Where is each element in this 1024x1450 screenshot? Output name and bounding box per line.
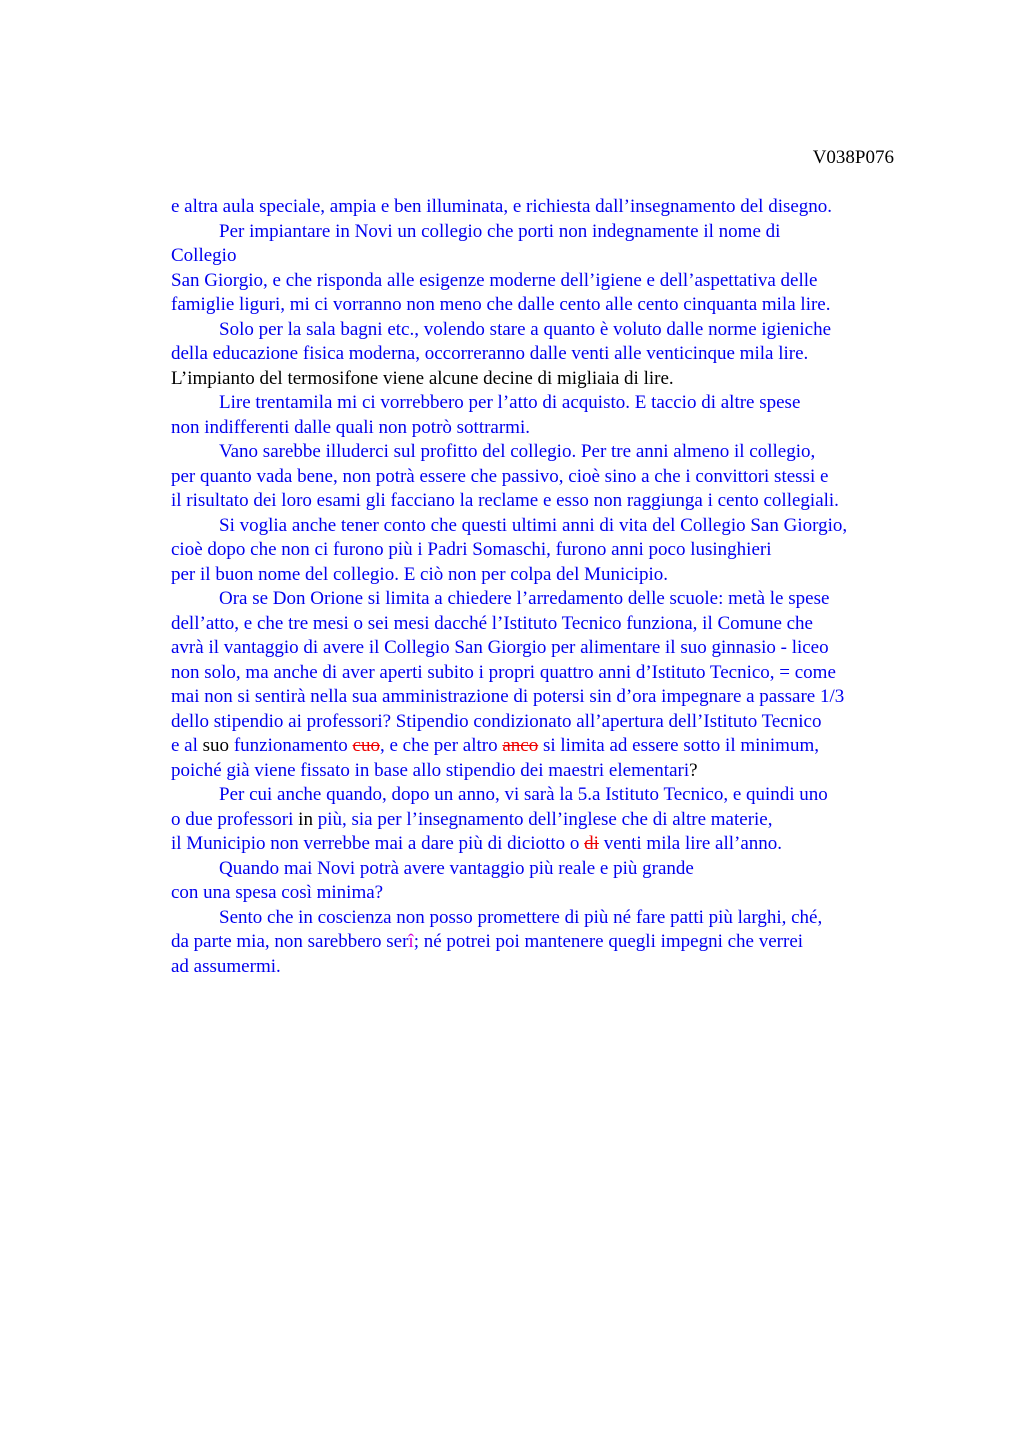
plain-word: ? xyxy=(689,759,698,781)
text-line: mai non si sentirà nella sua amministrazione di potersi sin d’ora impegnare a passare 1/3 xyxy=(171,686,845,707)
deleted-word: di xyxy=(584,833,599,854)
text-line: della educazione fisica moderna, occorreranno dalle venti alle venticinque mila lire. xyxy=(171,343,809,364)
text-line: cioè dopo che non ci furono più i Padri Somaschi, furono anni poco lusinghieri xyxy=(171,539,772,560)
text-span: si limita ad essere sotto il minimum, xyxy=(538,735,819,756)
text-span: , e che per altro xyxy=(379,735,503,756)
text-line: ad assumermi. xyxy=(171,955,281,977)
text-line: Vano sarebbe illuderci sul profitto del collegio. Per tre anni almeno il collegio, xyxy=(219,441,816,462)
text-line: avrà il vantaggio di avere il Collegio San Giorgio per alimentare il suo ginnasio - liceo xyxy=(171,637,829,658)
text-line: per quanto vada bene, non potrà essere che passivo, cioè sino a che i convittori stessi e xyxy=(171,465,829,487)
text-span: o due professori xyxy=(171,808,299,830)
text-span: poiché già viene fissato in base allo stipendio dei maestri elementari xyxy=(171,759,690,781)
text-line xyxy=(171,808,931,833)
text-line: Solo per la sala bagni etc., volendo stare a quanto è voluto dalle norme igieniche xyxy=(219,318,832,340)
text-line xyxy=(171,832,931,857)
text-line: famiglie liguri, mi ci vorranno non meno che dalle cento alle cento cinquanta mila lire. xyxy=(171,294,831,315)
text-line: San Giorgio, e che risponda alle esigenze moderne dell’igiene e dell’aspettativa delle xyxy=(171,269,818,291)
text-line: non indifferenti dalle quali non potrò sottrarmi. xyxy=(171,416,530,438)
text-line: con una spesa così minima? xyxy=(171,882,384,903)
text-line: per il buon nome del collegio. E ciò non per colpa del Municipio. xyxy=(171,563,669,585)
document-body xyxy=(171,195,931,979)
corrected-char: î xyxy=(408,931,414,952)
text-span: funzionamento xyxy=(229,735,353,756)
text-line: Lire trentamila mi ci vorrebbero per l’atto di acquisto. E taccio di altre spese xyxy=(219,392,801,413)
text-line: Per impiantare in Novi un collegio che porti non indegnamente il nome di xyxy=(219,220,781,242)
text-line xyxy=(171,930,931,955)
plain-word: suo xyxy=(202,735,230,756)
text-line: Per cui anche quando, dopo un anno, vi sarà la 5.a Istituto Tecnico, e quindi uno xyxy=(219,784,828,805)
deleted-word: cuo xyxy=(352,735,380,756)
text-span: ; né potrei poi mantenere quegli impegni che verrei xyxy=(413,931,804,952)
text-line xyxy=(171,759,931,784)
text-span: venti mila lire all’anno. xyxy=(598,833,783,854)
text-span: più, sia per l’insegnamento dell’inglese che di altre materie, xyxy=(312,808,773,830)
text-line: Si voglia anche tener conto che questi ultimi anni di vita del Collegio San Giorgio, xyxy=(219,514,848,536)
text-line: non solo, ma anche di aver aperti subito i propri quattro anni d’Istituto Tecnico, = come xyxy=(171,661,836,683)
text-span: il Municipio non verrebbe mai a dare più di diciotto o xyxy=(171,833,585,854)
text-line: Collegio xyxy=(171,245,237,266)
text-line: il risultato dei loro esami gli facciano la reclame e esso non raggiunga i cento collegiali. xyxy=(171,490,839,511)
text-line: Ora se Don Orione si limita a chiedere l’arredamento delle scuole: metà le spese xyxy=(219,588,830,609)
deleted-word: anco xyxy=(502,735,539,756)
plain-word: in xyxy=(298,808,313,830)
text-line: Quando mai Novi potrà avere vantaggio più reale e più grande xyxy=(219,857,694,879)
text-line: Sento che in coscienza non posso promettere di più né fare patti più larghi, ché, xyxy=(219,906,823,928)
text-line xyxy=(171,734,931,759)
text-span: da parte mia, non sarebbero ser xyxy=(171,931,409,952)
page-id: V038P076 xyxy=(812,147,894,168)
text-line: dell’atto, e che tre mesi o sei mesi dacché l’Istituto Tecnico funziona, il Comune che xyxy=(171,612,813,634)
text-span: e al xyxy=(171,735,203,756)
text-line: e altra aula speciale, ampia e ben illuminata, e richiesta dall’insegnamento del disegno. xyxy=(171,196,833,217)
text-line: dello stipendio ai professori? Stipendio condizionato all’apertura dell’Istituto Tecnico xyxy=(171,710,822,732)
text-line: L’impianto del termosifone viene alcune decine di migliaia di lire. xyxy=(171,367,674,389)
